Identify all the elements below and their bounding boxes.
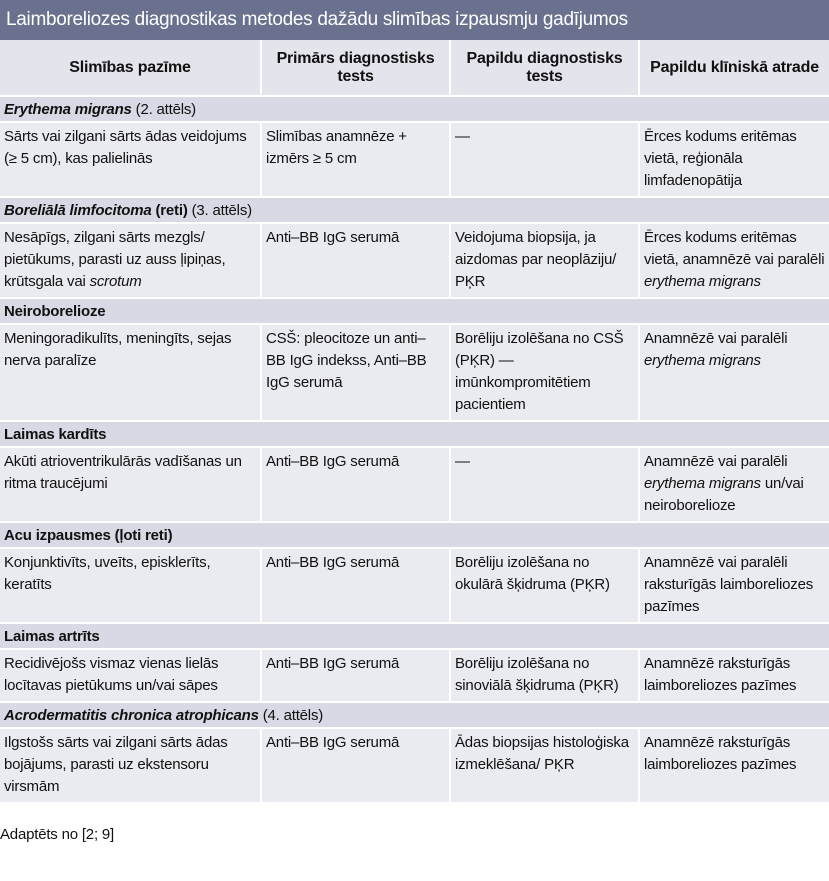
section-name: Laimas kardīts — [4, 425, 107, 443]
table-row — [0, 548, 829, 623]
section-row — [0, 298, 829, 324]
section-title — [0, 623, 829, 649]
header-clinical-finding: Papildu klīniskā atrade — [639, 40, 829, 96]
header-primary-test: Primārs diagnostisks tests — [261, 40, 450, 96]
cell-primary-test: Anti–BB IgG serumā — [261, 649, 450, 702]
cell-clinical-finding — [639, 447, 829, 522]
cell-sign: Akūti atrioventrikulārās vadīšanas un ritma traucējumi — [0, 447, 261, 522]
section-title — [0, 522, 829, 548]
cell-sign: Sārts vai zilgani sārts ādas veidojums (≥ 5 cm), kas palielinās — [0, 122, 261, 197]
table-row — [0, 447, 829, 522]
cell-additional-test: Borēliju izolēšana no CSŠ (PĶR) — imūnkompromitētiem pacientiem — [450, 324, 639, 421]
cell-additional-test: Veidojuma biopsija, ja aizdomas par neoplāziju/ PĶR — [450, 223, 639, 298]
section-row — [0, 96, 829, 122]
source-footnote: Adaptēts no [2; 9] — [0, 826, 114, 843]
section-row — [0, 421, 829, 447]
table-title: Laimboreliozes diagnostikas metodes dažādu slimības izpausmju gadījumos — [0, 0, 829, 40]
section-name: Acu izpausmes (ļoti reti) — [4, 526, 173, 544]
cell-sign: Recidivējošs vismaz vienas lielās locītavas pietūkums un/vai sāpes — [0, 649, 261, 702]
cell-sign: Ilgstošs sārts vai zilgani sārts ādas bojājums, parasti uz ekstensoru virsmām — [0, 728, 261, 803]
cell-sign: Konjunktivīts, uveīts, episklerīts, keratīts — [0, 548, 261, 623]
section-name: Erythema migrans — [4, 100, 132, 118]
cell-clinical-italic: erythema migrans — [644, 475, 761, 492]
table-row — [0, 122, 829, 197]
section-name-suffix: (reti) — [151, 201, 188, 219]
header-additional-test: Papildu diagnostisks tests — [450, 40, 639, 96]
section-title — [0, 421, 829, 447]
cell-additional-test: Borēliju izolēšana no okulārā šķidruma (PĶR) — [450, 548, 639, 623]
cell-clinical-text: Anamnēzē vai paralēli — [644, 330, 788, 347]
section-title — [0, 96, 829, 122]
header-disease-sign: Slimības pazīme — [0, 40, 261, 96]
cell-primary-test: Anti–BB IgG serumā — [261, 548, 450, 623]
cell-clinical-finding — [639, 324, 829, 421]
cell-clinical-finding: Ērces kodums eritēmas vietā, reģionāla limfadenopātija — [639, 122, 829, 197]
cell-clinical-text: Anamnēzē vai paralēli — [644, 453, 788, 470]
section-title — [0, 702, 829, 728]
section-row — [0, 522, 829, 548]
cell-primary-test: Anti–BB IgG serumā — [261, 728, 450, 803]
cell-additional-test: Ādas biopsijas histoloģiska izmeklēšana/ PĶR — [450, 728, 639, 803]
table-row — [0, 324, 829, 421]
section-note: (3. attēls) — [187, 201, 252, 219]
cell-additional-test: — — [450, 447, 639, 522]
section-name: Acrodermatitis chronica atrophicans — [4, 706, 259, 724]
section-name: Boreliālā limfocitoma — [4, 201, 152, 219]
table-title-row — [0, 0, 829, 40]
cell-sign — [0, 223, 261, 298]
cell-sign-text: Nesāpīgs, zilgani sārts mezgls/ pietūkums, parasti uz auss ļipiņas, krūtsgala vai — [4, 229, 226, 290]
cell-clinical-italic: erythema migrans — [644, 352, 761, 369]
cell-primary-test: Anti–BB IgG serumā — [261, 447, 450, 522]
cell-clinical-finding: Anamnēzē raksturīgās laimboreliozes pazīmes — [639, 728, 829, 803]
section-note: (2. attēls) — [131, 100, 196, 118]
cell-clinical-italic: erythema migrans — [644, 273, 761, 290]
table-header-row — [0, 40, 829, 96]
section-row — [0, 197, 829, 223]
cell-additional-test: — — [450, 122, 639, 197]
cell-primary-test: Slimības anamnēze + izmērs ≥ 5 cm — [261, 122, 450, 197]
cell-sign: Meningoradikulīts, meningīts, sejas nerva paralīze — [0, 324, 261, 421]
table-row — [0, 649, 829, 702]
section-name: Neiroborelioze — [4, 302, 106, 320]
section-row — [0, 623, 829, 649]
cell-sign-italic: scrotum — [89, 273, 142, 290]
section-row — [0, 702, 829, 728]
table-row — [0, 728, 829, 803]
cell-clinical-finding: Anamnēzē raksturīgās laimboreliozes pazīmes — [639, 649, 829, 702]
cell-additional-test: Borēliju izolēšana no sinoviālā šķidruma (PĶR) — [450, 649, 639, 702]
cell-primary-test: Anti–BB IgG serumā — [261, 223, 450, 298]
cell-clinical-text: Ērces kodums eritēmas vietā, anamnēzē vai paralēli — [644, 229, 825, 268]
cell-clinical-finding: Anamnēzē vai paralēli raksturīgās laimboreliozes pazīmes — [639, 548, 829, 623]
cell-primary-test: CSŠ: pleocitoze un anti–BB IgG indekss, Anti–BB IgG serumā — [261, 324, 450, 421]
section-name: Laimas artrīts — [4, 627, 100, 645]
cell-clinical-tail: un/vai neiroborelioze — [644, 475, 804, 514]
section-title — [0, 197, 829, 223]
section-title — [0, 298, 829, 324]
section-note: (4. attēls) — [258, 706, 324, 724]
table-row — [0, 223, 829, 298]
cell-clinical-finding — [639, 223, 829, 298]
